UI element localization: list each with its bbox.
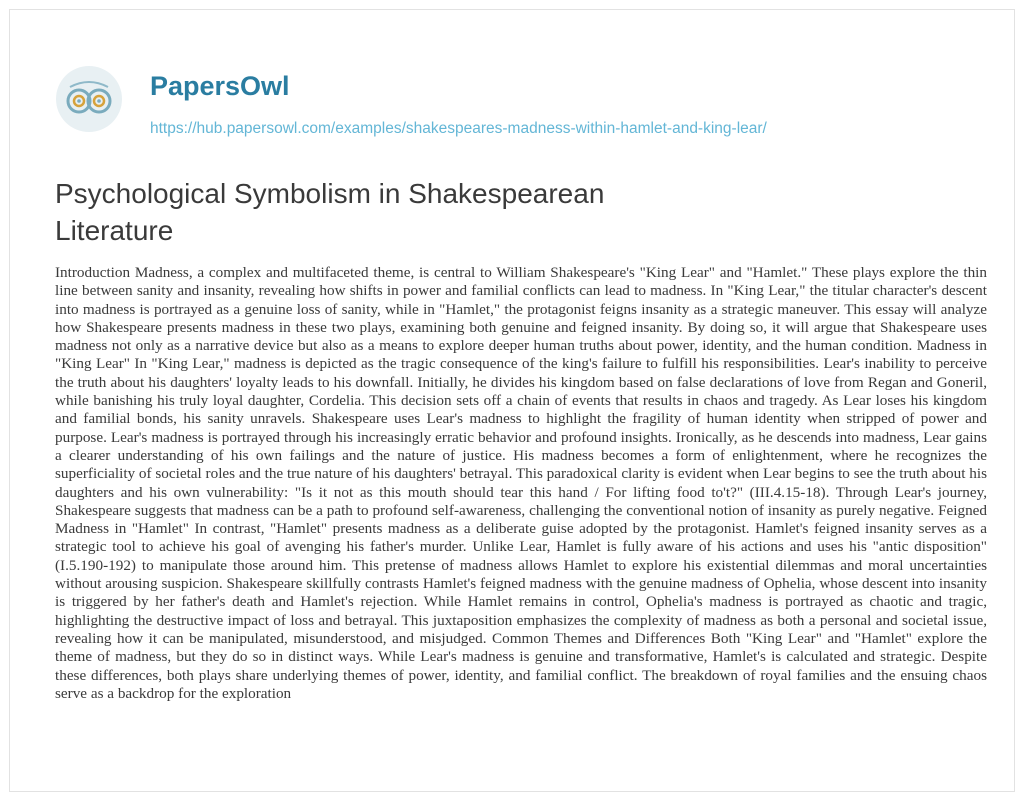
site-header <box>56 66 767 138</box>
essay-body: Introduction Madness, a complex and multifaceted theme, is central to William Shakespeare's "King Lear" and "Hamlet." These plays explore the thin line between sanity and insanity, revealing how shifts in power and familial conflicts can lead to madness. In "King Lear," the titular character's descent into madness is portrayed as a genuine loss of sanity, while in "Hamlet," the protagonist feigns insanity as a strategic maneuver. This essay will analyze how Shakespeare presents madness in these two plays, examining both genuine and feigned insanity. By doing so, it will argue that Shakespeare uses madness not only as a narrative device but also as a means to explore deeper human truths about power, identity, and the human condition. Madness in "King Lear" In "King Lear," madness is depicted as the tragic consequence of the king's failure to fulfill his responsibilities. Lear's inability to perceive the truth about his daughters' loyalty leads to his downfall. Initially, he divides his kingdom based on false declarations of love from Regan and Goneril, while banishing his truly loyal daughter, Cordelia. This decision sets off a chain of events that results in chaos and tragedy. As Lear loses his kingdom and familial bonds, his sanity unravels. Shakespeare uses Lear's madness to highlight the fragility of human identity when stripped of power and purpose. Lear's madness is portrayed through his increasingly erratic behavior and profound insights. Ironically, as he descends into madness, Lear gains a clearer understanding of his own failings and the nature of justice. His madness becomes a form of enlightenment, where he recognizes the superficiality of societal roles and the true nature of his daughters' betrayal. This paradoxical clarity is evident when Lear begins to see the truth about his daughters and his own vulnerability: "Is it not as this mouth should tear this hand / For lifting food to't?" (III.4.15-18). Through Lear's journey, Shakespeare suggests that madness can be a path to profound self-awareness, challenging the conventional notion of insanity as purely negative. Feigned Madness in "Hamlet" In contrast, "Hamlet" presents madness as a deliberate guise adopted by the protagonist. Hamlet's feigned insanity serves as a strategic tool to achieve his goal of avenging his father's murder. Unlike Lear, Hamlet is fully aware of his actions and uses his "antic disposition" (I.5.190-192) to manipulate those around him. This pretense of madness allows Hamlet to explore his existential dilemmas and moral uncertainties without arousing suspicion. Shakespeare skillfully contrasts Hamlet's feigned madness with the genuine madness of Ophelia, whose descent into insanity is triggered by her father's death and Hamlet's rejection. While Hamlet remains in control, Ophelia's madness is portrayed as chaotic and tragic, highlighting the destructive impact of loss and betrayal. This juxtaposition emphasizes the complexity of madness as both a personal and societal issue, revealing how it can be manipulated, misunderstood, and misjudged. Common Themes and Differences Both "King Lear" and "Hamlet" explore the theme of madness, but they do so in distinct ways. While Lear's madness is genuine and transformative, Hamlet's is calculated and strategic. Despite these differences, both plays share underlying themes of power, identity, and familial conflict. The breakdown of royal families and the ensuing chaos serve as a backdrop for the exploration <box>55 264 987 702</box>
brand-block <box>150 70 767 138</box>
document-page <box>9 9 1015 792</box>
owl-eyes-graphic <box>64 79 114 119</box>
source-url[interactable]: https://hub.papersowl.com/examples/shakespeares-madness-within-hamlet-and-king-lear/ <box>150 120 767 137</box>
brand-name[interactable]: PapersOwl <box>150 71 290 101</box>
essay-title: Psychological Symbolism in Shakespearean Literature <box>55 178 605 246</box>
owl-eyes-icon <box>56 66 122 132</box>
